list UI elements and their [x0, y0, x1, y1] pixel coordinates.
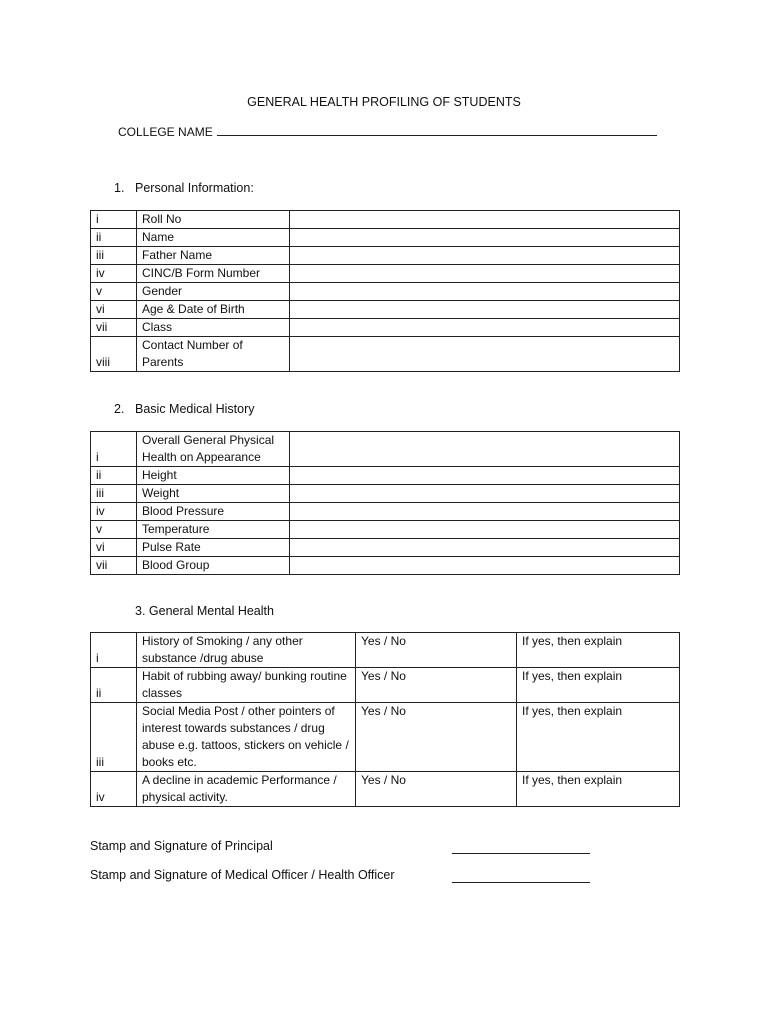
row-number: vii [91, 557, 137, 575]
row-label: Habit of rubbing away/ bunking routine classes [137, 668, 356, 703]
table-row [91, 247, 680, 265]
answer-cell [290, 337, 680, 372]
section1-number: 1. [114, 181, 125, 195]
table-row [91, 211, 680, 229]
row-label: Roll No [137, 211, 290, 229]
yes-no-cell: Yes / No [356, 668, 517, 703]
table-row [91, 301, 680, 319]
yes-no-cell: Yes / No [356, 772, 517, 807]
table-row [91, 703, 680, 772]
document-title: GENERAL HEALTH PROFILING OF STUDENTS [247, 95, 521, 109]
table-row [91, 283, 680, 301]
answer-cell [290, 485, 680, 503]
table-row [91, 265, 680, 283]
row-label: Name [137, 229, 290, 247]
row-number: iii [91, 703, 137, 772]
row-label: Father Name [137, 247, 290, 265]
table-row [91, 668, 680, 703]
row-number: v [91, 521, 137, 539]
row-number: i [91, 432, 137, 467]
row-label: Age & Date of Birth [137, 301, 290, 319]
section1-heading: Personal Information: [135, 181, 254, 195]
explain-cell: If yes, then explain [517, 668, 680, 703]
section2-number: 2. [114, 402, 125, 416]
row-label: Contact Number of Parents [137, 337, 290, 372]
row-number: vi [91, 301, 137, 319]
row-number: ii [91, 467, 137, 485]
answer-cell [290, 229, 680, 247]
row-label: Overall General Physical Health on Appearance [137, 432, 290, 467]
mental-health-table [90, 632, 680, 807]
table-row [91, 772, 680, 807]
yes-no-cell: Yes / No [356, 633, 517, 668]
row-label: Class [137, 319, 290, 337]
row-number: ii [91, 229, 137, 247]
answer-cell [290, 301, 680, 319]
principal-signature-line [452, 853, 590, 854]
answer-cell [290, 319, 680, 337]
answer-cell [290, 247, 680, 265]
row-number: i [91, 633, 137, 668]
explain-cell: If yes, then explain [517, 703, 680, 772]
answer-cell [290, 432, 680, 467]
table-row [91, 503, 680, 521]
answer-cell [290, 211, 680, 229]
row-number: iv [91, 503, 137, 521]
yes-no-cell: Yes / No [356, 703, 517, 772]
table-row [91, 229, 680, 247]
row-label: Social Media Post / other pointers of interest towards substances / drug abuse e.g. tattoos, stickers on vehicle / books etc. [137, 703, 356, 772]
row-number: iv [91, 265, 137, 283]
table-row [91, 557, 680, 575]
row-number: viii [91, 337, 137, 372]
college-name-blank-line [217, 123, 657, 136]
medical-officer-signature-line [452, 882, 590, 883]
row-number: vii [91, 319, 137, 337]
table-row [91, 337, 680, 372]
section2-heading: Basic Medical History [135, 402, 255, 416]
college-name-label: COLLEGE NAME [118, 125, 213, 139]
medical-officer-signature-label: Stamp and Signature of Medical Officer / Health Officer [90, 868, 395, 882]
row-number: i [91, 211, 137, 229]
principal-signature-label: Stamp and Signature of Principal [90, 839, 273, 853]
row-label: History of Smoking / any other substance /drug abuse [137, 633, 356, 668]
table-row [91, 485, 680, 503]
answer-cell [290, 283, 680, 301]
row-label: Weight [137, 485, 290, 503]
row-label: Temperature [137, 521, 290, 539]
row-label: Height [137, 467, 290, 485]
answer-cell [290, 521, 680, 539]
row-number: iii [91, 247, 137, 265]
explain-cell: If yes, then explain [517, 772, 680, 807]
answer-cell [290, 265, 680, 283]
college-name-field [118, 123, 657, 139]
row-number: ii [91, 668, 137, 703]
row-number: iv [91, 772, 137, 807]
table-row [91, 633, 680, 668]
table-row [91, 521, 680, 539]
row-label: Pulse Rate [137, 539, 290, 557]
row-number: vi [91, 539, 137, 557]
answer-cell [290, 503, 680, 521]
row-label: CINC/B Form Number [137, 265, 290, 283]
row-number: iii [91, 485, 137, 503]
row-label: Blood Pressure [137, 503, 290, 521]
row-number: v [91, 283, 137, 301]
answer-cell [290, 467, 680, 485]
answer-cell [290, 557, 680, 575]
section3-heading: 3. General Mental Health [135, 604, 274, 618]
table-row [91, 467, 680, 485]
row-label: A decline in academic Performance / physical activity. [137, 772, 356, 807]
row-label: Gender [137, 283, 290, 301]
answer-cell [290, 539, 680, 557]
table-row [91, 432, 680, 467]
table-row [91, 539, 680, 557]
table-row [91, 319, 680, 337]
medical-history-table [90, 431, 680, 575]
row-label: Blood Group [137, 557, 290, 575]
personal-info-table [90, 210, 680, 372]
explain-cell: If yes, then explain [517, 633, 680, 668]
